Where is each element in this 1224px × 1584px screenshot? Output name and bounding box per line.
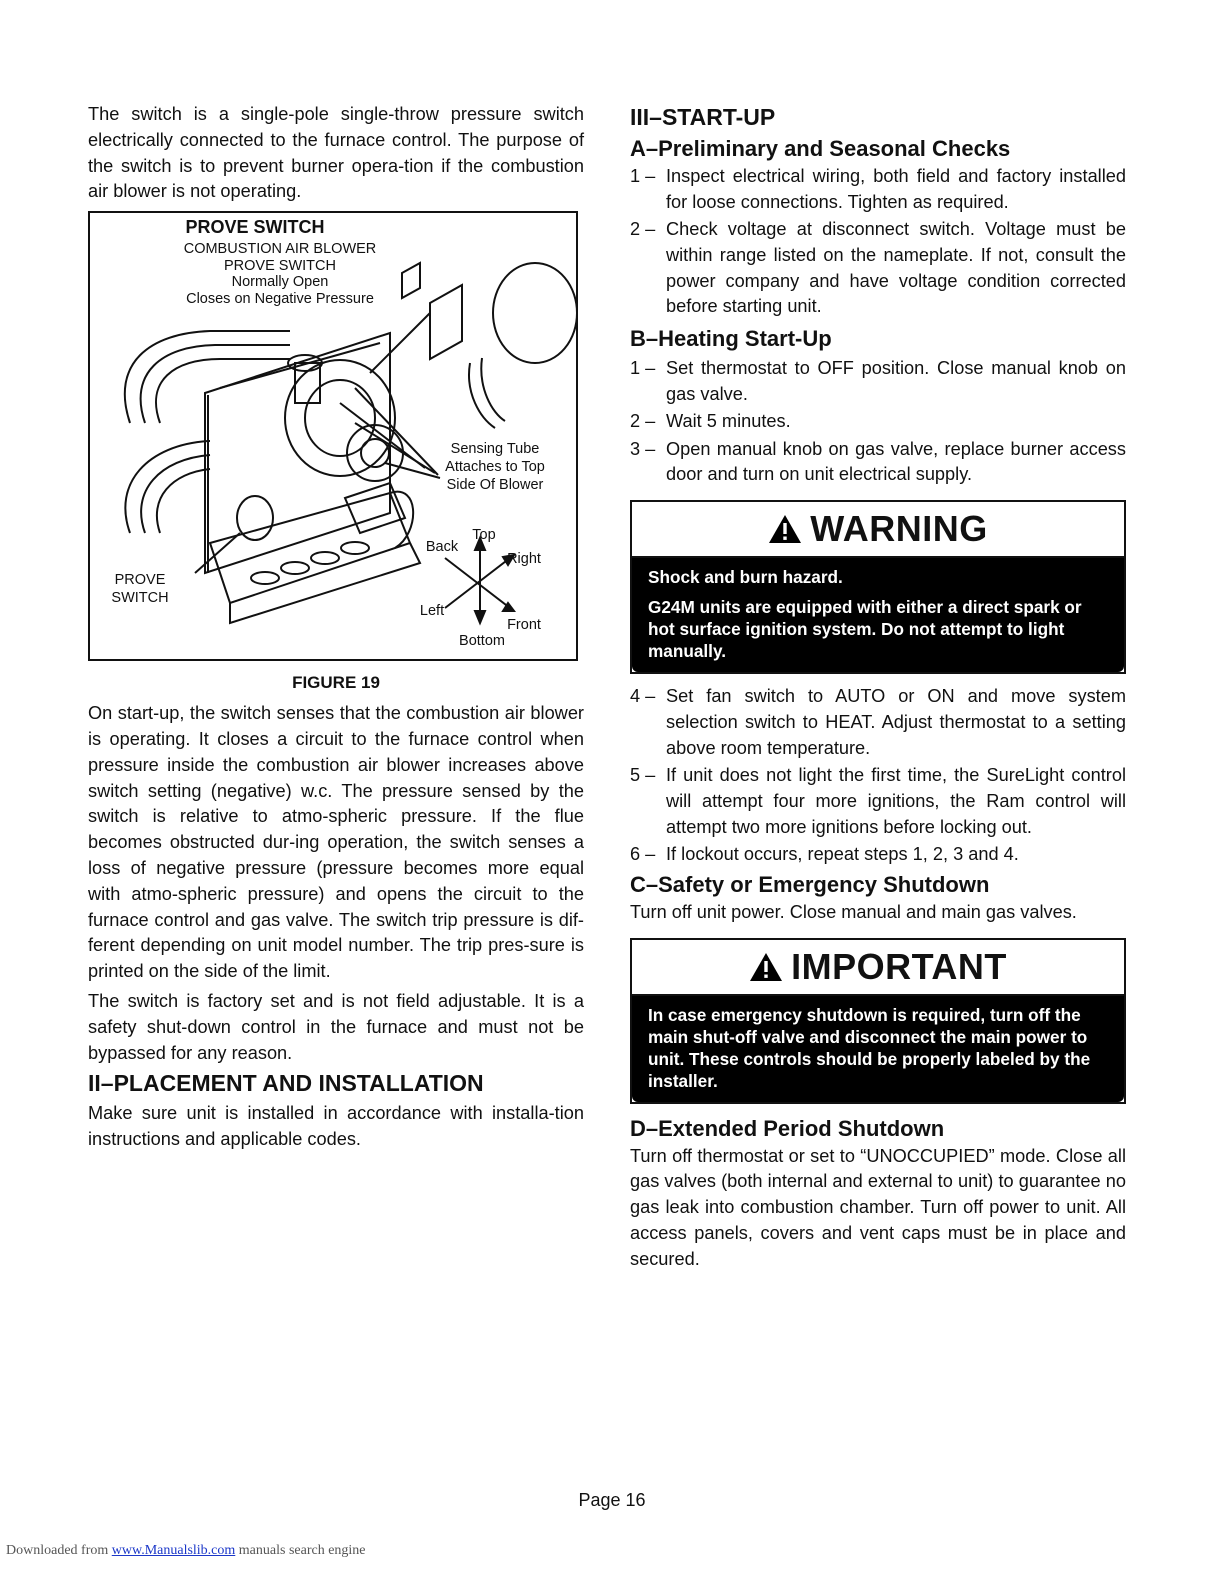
warning-label: WARNING <box>810 508 988 550</box>
figure-label-closes: Closes on Negative Pressure <box>186 291 374 308</box>
footer-prefix: Downloaded from <box>6 1543 109 1558</box>
important-header <box>632 940 1124 996</box>
figure-dir-left: Left <box>419 603 445 620</box>
heading-start-up: III–START-UP <box>630 104 776 130</box>
list-item: 1 – Set thermostat to OFF position. Close manual knob on gas valve. <box>630 358 1126 405</box>
figure-label-sensing-3: Side Of Blower <box>446 477 544 494</box>
heading-emergency-shutdown: C–Safety or Emergency Shutdown <box>630 871 990 897</box>
figure-title: PROVE SWITCH <box>185 217 325 238</box>
warning-header <box>632 502 1124 558</box>
right-column <box>630 102 1126 1273</box>
figure-caption: FIGURE 19 <box>292 673 380 693</box>
manualslib-link[interactable]: www.Manualslib.com <box>111 1543 236 1558</box>
list-item: 5 – If unit does not light the first time, the SureLight control will attempt four more ignitions, the Ram control will attempt two more ignitions before locking out. <box>630 765 1126 837</box>
figure-dir-back: Back <box>425 539 459 556</box>
heating-start-up-list-continued <box>630 684 1126 868</box>
figure-19-box <box>88 211 578 661</box>
figure-label-blower: COMBUSTION AIR BLOWER <box>183 241 377 258</box>
warning-line-2: G24M units are equipped with either a direct spark or hot surface ignition system. Do not attempt to light manually. <box>648 597 1082 662</box>
figure-dir-right: Right <box>507 551 541 568</box>
warning-triangle-icon <box>768 514 802 544</box>
figure-dir-bottom: Bottom <box>459 633 505 650</box>
factory-set-paragraph: The switch is factory set and is not field adjustable. It is a safety shut-down control in the furnace and must not be bypassed for any reason. <box>88 990 584 1063</box>
page-number: Page 16 <box>578 1490 646 1510</box>
list-item: 3 – Open manual knob on gas valve, replace burner access door and turn on unit electrical supply. <box>630 438 1126 485</box>
figure-dir-top: Top <box>472 527 496 544</box>
placement-paragraph: Make sure unit is installed in accordance with installa-tion instructions and applicable codes. <box>88 1103 584 1150</box>
warning-body <box>632 558 1124 672</box>
figure-label-prove: PROVE SWITCH <box>224 258 336 275</box>
important-box <box>630 938 1126 1104</box>
heating-start-up-list <box>630 356 1126 488</box>
figure-label-prove-switch-2: SWITCH <box>111 590 169 607</box>
heading-heating-start-up: B–Heating Start-Up <box>630 326 832 352</box>
figure-label-normally-open: Normally Open <box>231 274 329 291</box>
figure-dir-front: Front <box>507 617 541 634</box>
figure-label-sensing-2: Attaches to Top <box>445 459 545 476</box>
left-column <box>88 102 584 1153</box>
list-item: 2 – Check voltage at disconnect switch. Voltage must be within range listed on the nameplate. If not, consult the power company and have voltage condition corrected before starting unit. <box>630 219 1126 317</box>
download-footer <box>6 1543 366 1559</box>
intro-paragraph: The switch is a single-pole single-throw pressure switch electrically connected to the furnace control. The purpose of the switch is to prevent burner opera-tion if the combustion air blower is not operating. <box>88 104 584 202</box>
warning-line-1: Shock and burn hazard. <box>648 567 843 588</box>
list-item: 6 – If lockout occurs, repeat steps 1, 2, 3 and 4. <box>630 844 1019 865</box>
heading-extended-shutdown: D–Extended Period Shutdown <box>630 1115 945 1141</box>
warning-box <box>630 500 1126 674</box>
important-text: In case emergency shutdown is required, turn off the main shut-off valve and disconnect the main power to unit. These controls should be properly labeled by the installer. <box>648 1004 1091 1091</box>
important-body <box>632 996 1124 1102</box>
preliminary-checks-list <box>630 164 1126 320</box>
emergency-shutdown-text: Turn off unit power. Close manual and main gas valves. <box>630 901 1077 922</box>
footer-suffix: manuals search engine <box>238 1543 366 1558</box>
figure-label-sensing-1: Sensing Tube <box>450 441 540 458</box>
important-label: IMPORTANT <box>791 945 1007 987</box>
startup-paragraph: On start-up, the switch senses that the combustion air blower is operating. It closes a circuit to the furnace control when pressure inside the combustion air blower increases above switch setting (negative) w.c. The pressure sensed by the switch is relative to atmo-spheric pressure. If the flue becomes obstructed dur-ing operation, the switch senses a loss of negative pressure (pressure becomes more equal with atmo-spheric pressure) and opens the circuit to the furnace control and gas valve. The switch trip pressure is dif-ferent depending on unit model number. The trip pres-sure is printed on the side of the limit. <box>88 703 584 982</box>
list-item: 2 – Wait 5 minutes. <box>630 411 791 432</box>
heading-placement: II–PLACEMENT AND INSTALLATION <box>88 1070 484 1097</box>
figure-label-prove-switch-1: PROVE <box>114 572 166 589</box>
list-item: 1 – Inspect electrical wiring, both field and factory installed for loose connections. Tighten as required. <box>630 166 1126 212</box>
warning-triangle-icon <box>749 952 783 982</box>
extended-shutdown-text: Turn off thermostat or set to “UNOCCUPIED” mode. Close all gas valves (both internal and external to unit) to guarantee no gas leak into combustion chamber. Turn off power to unit. All access panels, covers and vent caps must be in place and secured. <box>630 1145 1126 1269</box>
heading-preliminary-checks: A–Preliminary and Seasonal Checks <box>630 136 1011 161</box>
list-item: 4 – Set fan switch to AUTO or ON and move system selection switch to HEAT. Adjust thermostat to a setting above room temperature. <box>630 686 1126 758</box>
